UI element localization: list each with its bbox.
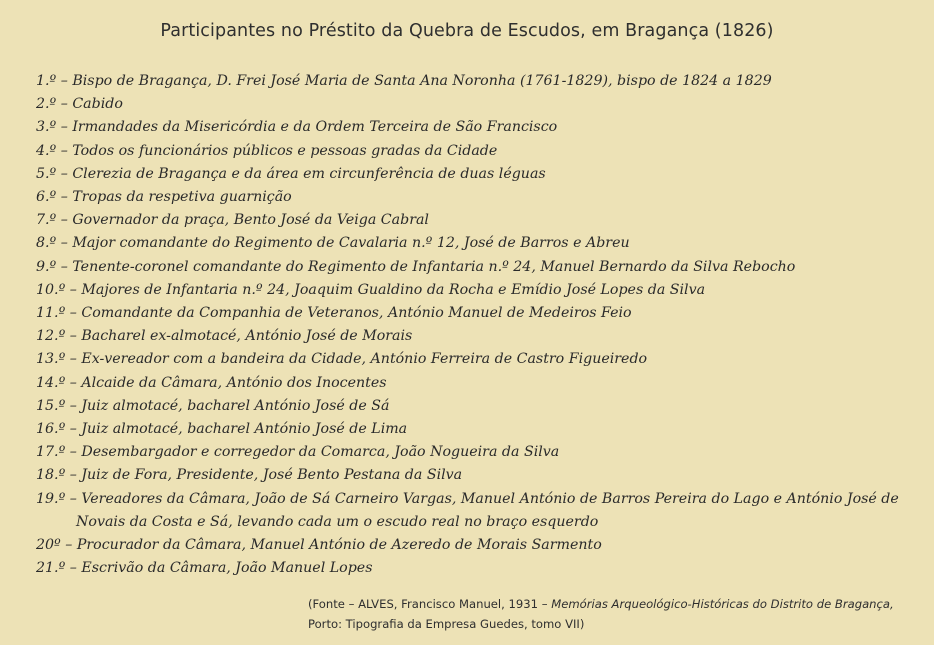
- participants-list: [36, 70, 916, 580]
- list-item: 15.º – Juiz almotacé, bacharel António José de Sá: [36, 397, 390, 414]
- list-item: 14.º – Alcaide da Câmara, António dos Inocentes: [36, 374, 387, 391]
- list-item: 1.º – Bispo de Bragança, D. Frei José Maria de Santa Ana Noronha (1761-1829), bispo de 1824 a 1829: [36, 73, 772, 89]
- list-item: 17.º – Desembargador e corregedor da Comarca, João Nogueira da Silva: [36, 444, 560, 461]
- list-item: 19.º – Vereadores da Câmara, João de Sá Carneiro Vargas, Manuel António de Barros Pereira do Lago e António José de Novais da Costa e Sá, levando cada um o escudo real no braço esquerdo: [36, 490, 899, 530]
- list-item: 11.º – Comandante da Companhia de Veteranos, António Manuel de Medeiros Feio: [36, 305, 632, 322]
- source-prefix: (Fonte – ALVES, Francisco Manuel, 1931 –: [308, 597, 552, 611]
- list-item: 8.º – Major comandante do Regimento de Cavalaria n.º 12, José de Barros e Abreu: [36, 235, 630, 252]
- list-item: 4.º – Todos os funcionários públicos e pessoas gradas da Cidade: [36, 142, 498, 159]
- list-item: 16.º – Juiz almotacé, bacharel António José de Lima: [36, 421, 408, 438]
- list-item: 7.º – Governador da praça, Bento José da Veiga Cabral: [36, 212, 429, 229]
- source-citation: [308, 595, 918, 634]
- source-suffix: Porto: Tipografia da Empresa Guedes, tomo VII): [308, 616, 585, 631]
- list-item: 5.º – Clerezia de Bragança e da área em circunferência de duas léguas: [36, 165, 546, 182]
- list-item: 6.º – Tropas da respetiva guarnição: [36, 189, 292, 206]
- list-item: 12.º – Bacharel ex-almotacé, António José de Morais: [36, 328, 413, 345]
- page-title: Participantes no Préstito da Quebra de Escudos, em Bragança (1826): [160, 21, 774, 41]
- list-item: 21.º – Escrivão da Câmara, João Manuel Lopes: [36, 560, 373, 577]
- list-item: 20º – Procurador da Câmara, Manuel António de Azeredo de Morais Sarmento: [36, 537, 602, 554]
- list-item: 2.º – Cabido: [36, 96, 123, 113]
- list-item: 18.º – Juiz de Fora, Presidente, José Bento Pestana da Silva: [36, 467, 463, 484]
- list-item: 10.º – Majores de Infantaria n.º 24, Joaquim Gualdino da Rocha e Emídio José Lopes da Silva: [36, 281, 706, 298]
- source-work-title: Memórias Arqueológico-Históricas do Distrito de Bragança,: [551, 597, 894, 611]
- list-item: 13.º – Ex-vereador com a bandeira da Cidade, António Ferreira de Castro Figueiredo: [36, 351, 648, 368]
- list-item: 9.º – Tenente-coronel comandante do Regimento de Infantaria n.º 24, Manuel Bernardo da Silva Rebocho: [36, 258, 796, 275]
- list-item: 3.º – Irmandades da Misericórdia e da Ordem Terceira de São Francisco: [36, 119, 558, 136]
